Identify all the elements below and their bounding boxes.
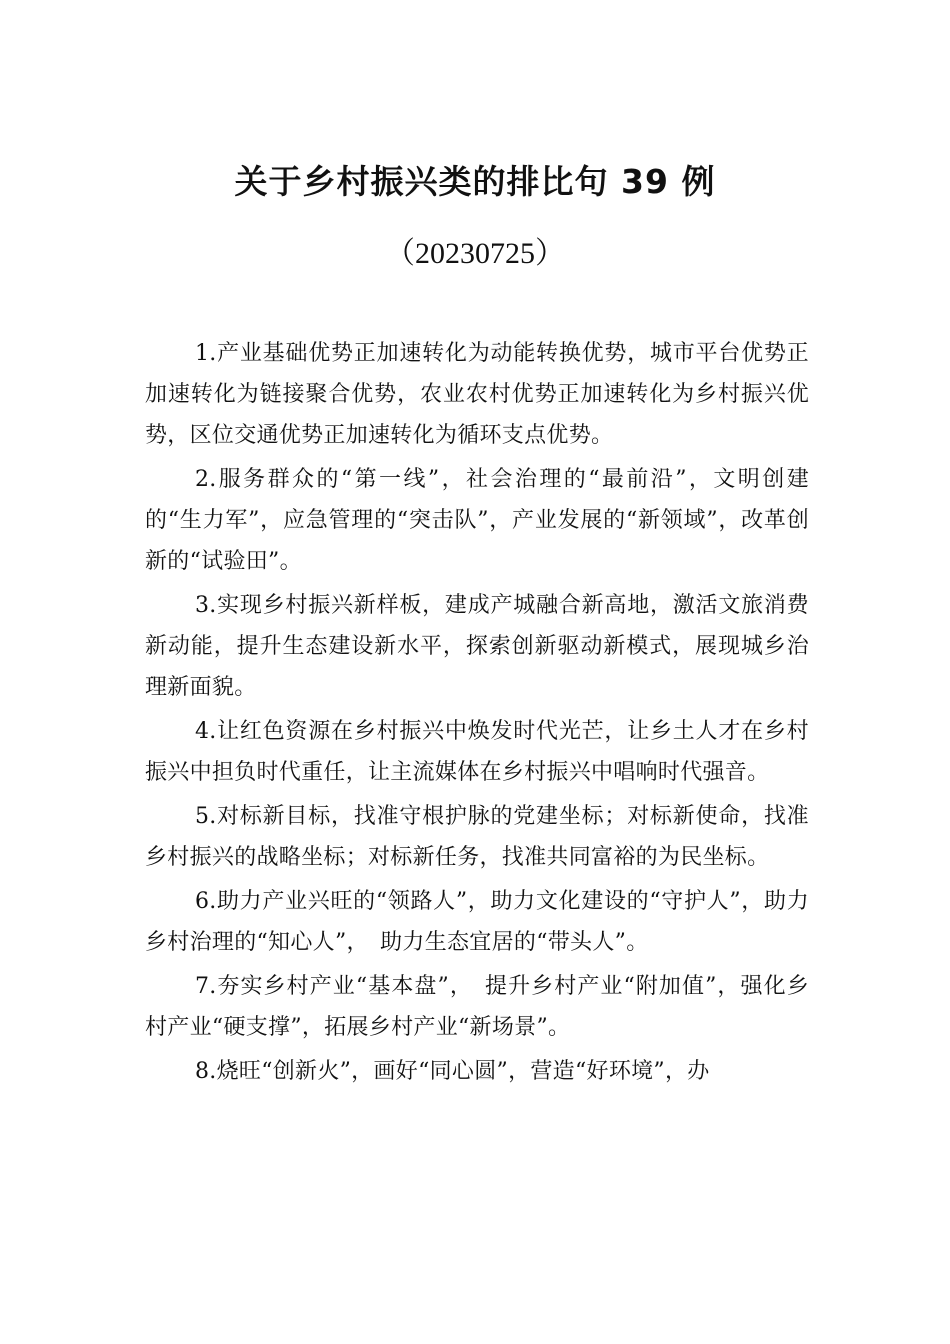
paragraph: 4.让红色资源在乡村振兴中焕发时代光芒，让乡土人才在乡村振兴中担负时代重任，让主流媒体在乡村振兴中唱响时代强音。	[145, 719, 809, 785]
paragraph: 3.实现乡村振兴新样板，建成产城融合新高地，激活文旅消费新动能，提升生态建设新水平，探索创新驱动新模式，展现城乡治理新面貌。	[145, 593, 809, 700]
paragraph: 8.烧旺“创新火”，画好“同心圆”，营造“好环境”，办	[195, 1059, 710, 1084]
paragraph: 7.夯实乡村产业“基本盘”， 提升乡村产业“附加值”，强化乡村产业“硬支撑”，拓展乡村产业“新场景”。	[145, 974, 809, 1040]
document-date: （20230725）	[385, 237, 565, 270]
paragraph: 6.助力产业兴旺的“领路人”，助力文化建设的“守护人”，助力乡村治理的“知心人”， 助力生态宜居的“带头人”。	[145, 889, 809, 955]
paragraph: 1.产业基础优势正加速转化为动能转换优势，城市平台优势正加速转化为链接聚合优势，农业农村优势正加速转化为乡村振兴优势，区位交通优势正加速转化为循环支点优势。	[145, 341, 809, 448]
document-body	[145, 333, 809, 1095]
paragraph: 5.对标新目标，找准守根护脉的党建坐标；对标新使命，找准乡村振兴的战略坐标；对标新任务，找准共同富裕的为民坐标。	[145, 804, 809, 870]
document-title: 关于乡村振兴类的排比句 39 例	[234, 162, 716, 201]
paragraph: 2.服务群众的“第一线”，社会治理的“最前沿”，文明创建的“生力军”，应急管理的“突击队”，产业发展的“新领域”，改革创新的“试验田”。	[145, 467, 809, 574]
